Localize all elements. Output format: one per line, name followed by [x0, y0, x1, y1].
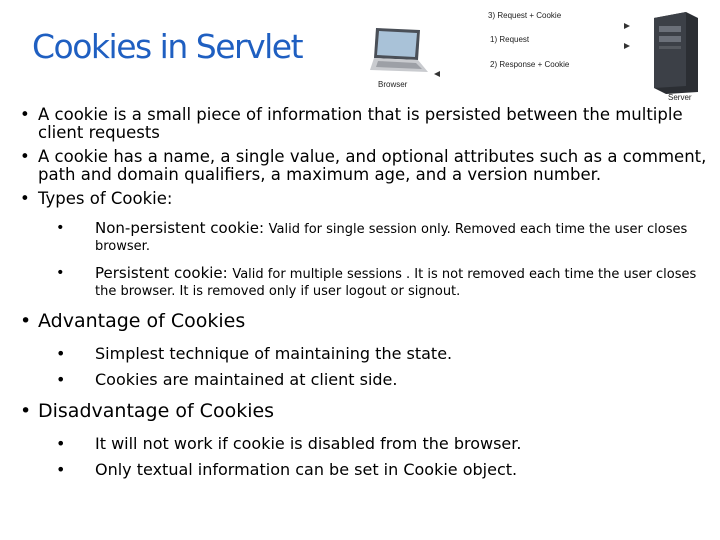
sub-bullet-persistent: • Persistent cookie: Valid for multiple sessions . It is not removed each time the user closes the browser. It is removed only if user logout or signout.: [56, 264, 697, 299]
bullet-types: • Types of Cookie:: [20, 189, 173, 208]
slide-title: Cookies in Servlet: [32, 27, 303, 66]
request-flow-diagram: [360, 0, 720, 105]
bullet-definition: • A cookie is a small piece of information that is persisted between the multiple client requests: [20, 105, 683, 142]
server-icon: [650, 10, 702, 94]
sub-bullet-disadvantage: • Only textual information can be set in Cookie object.: [56, 460, 518, 479]
bullet-advantage-heading: • Advantage of Cookies: [20, 310, 246, 332]
bullet-attributes: • A cookie has a name, a single value, and optional attributes such as a comment, path and domain qualifiers, a maximum age, and a version number.: [20, 147, 707, 184]
bullet-disadvantage-heading: • Disadvantage of Cookies: [20, 400, 275, 422]
arrow-label-response-cookie: 2) Response + Cookie: [490, 60, 570, 69]
sub-bullet-non-persistent: • Non-persistent cookie: Valid for single session only. Removed each time the user closes browser.: [56, 219, 688, 254]
sub-bullet-advantage: • Simplest technique of maintaining the state.: [56, 344, 453, 363]
arrow-label-request-cookie: 3) Request + Cookie: [488, 11, 562, 20]
server-label: Server: [668, 93, 692, 102]
arrow-label-request: 1) Request: [490, 35, 530, 44]
slide-body: [20, 106, 710, 486]
sub-bullet-disadvantage: • It will not work if cookie is disabled from the browser.: [56, 434, 522, 453]
sub-bullet-advantage: • Cookies are maintained at client side.: [56, 370, 398, 389]
browser-label: Browser: [378, 80, 408, 89]
